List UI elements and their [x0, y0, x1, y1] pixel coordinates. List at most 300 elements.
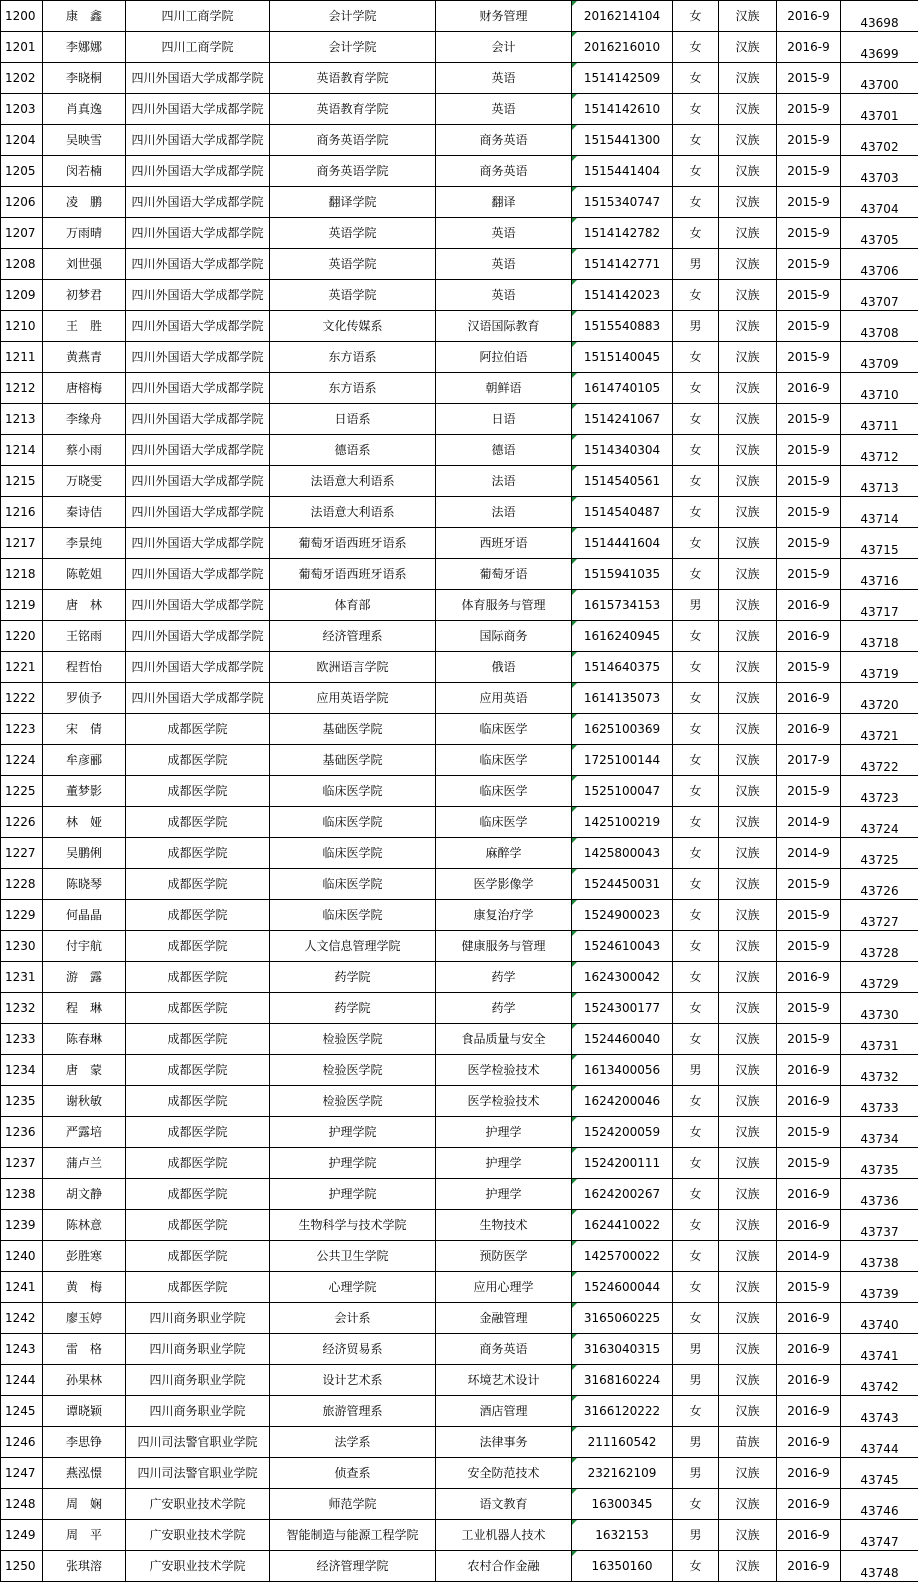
major-name: 护理学 [436, 1148, 572, 1179]
major-name: 康复治疗学 [436, 900, 572, 931]
row-index: 1200 [1, 1, 43, 32]
college-name: 人文信息管理学院 [270, 931, 436, 962]
ethnicity: 苗族 [719, 1427, 777, 1458]
ethnicity: 汉族 [719, 1148, 777, 1179]
major-name: 德语 [436, 435, 572, 466]
table-row [1, 1458, 918, 1489]
enroll-date: 2015-9 [777, 1117, 841, 1148]
table-row [1, 1024, 918, 1055]
student-name: 林 娅 [43, 807, 126, 838]
record-number: 43742 [841, 1365, 918, 1396]
record-number: 43711 [841, 404, 918, 435]
ethnicity: 汉族 [719, 32, 777, 63]
student-name: 牟彦郦 [43, 745, 126, 776]
record-number: 43738 [841, 1241, 918, 1272]
school-name: 成都医学院 [126, 714, 270, 745]
enroll-date: 2016-9 [777, 1055, 841, 1086]
school-name: 成都医学院 [126, 993, 270, 1024]
ethnicity: 汉族 [719, 1272, 777, 1303]
record-number: 43734 [841, 1117, 918, 1148]
gender: 女 [673, 466, 719, 497]
student-id: 1524200059 [572, 1117, 673, 1148]
student-name: 程哲怡 [43, 652, 126, 683]
table-row [1, 373, 918, 404]
student-id: 1514142771 [572, 249, 673, 280]
student-name: 周 娴 [43, 1489, 126, 1520]
college-name: 东方语系 [270, 373, 436, 404]
college-name: 侦查系 [270, 1458, 436, 1489]
student-name: 雷 格 [43, 1334, 126, 1365]
table-row [1, 528, 918, 559]
record-number: 43731 [841, 1024, 918, 1055]
record-number: 43718 [841, 621, 918, 652]
row-index: 1236 [1, 1117, 43, 1148]
gender: 男 [673, 1055, 719, 1086]
gender: 女 [673, 1303, 719, 1334]
row-index: 1224 [1, 745, 43, 776]
college-name: 基础医学院 [270, 714, 436, 745]
student-name: 凌 鹏 [43, 187, 126, 218]
student-name: 胡文静 [43, 1179, 126, 1210]
school-name: 成都医学院 [126, 1117, 270, 1148]
enroll-date: 2016-9 [777, 1303, 841, 1334]
enroll-date: 2014-9 [777, 1241, 841, 1272]
college-name: 师范学院 [270, 1489, 436, 1520]
ethnicity: 汉族 [719, 652, 777, 683]
record-number: 43740 [841, 1303, 918, 1334]
row-index: 1203 [1, 94, 43, 125]
school-name: 四川外国语大学成都学院 [126, 187, 270, 218]
ethnicity: 汉族 [719, 497, 777, 528]
major-name: 药学 [436, 962, 572, 993]
college-name: 商务英语学院 [270, 156, 436, 187]
enroll-date: 2015-9 [777, 931, 841, 962]
row-index: 1221 [1, 652, 43, 683]
row-index: 1210 [1, 311, 43, 342]
school-name: 四川外国语大学成都学院 [126, 590, 270, 621]
school-name: 四川外国语大学成都学院 [126, 373, 270, 404]
student-name: 康 鑫 [43, 1, 126, 32]
gender: 女 [673, 1, 719, 32]
enroll-date: 2015-9 [777, 404, 841, 435]
college-name: 葡萄牙语西班牙语系 [270, 528, 436, 559]
school-name: 成都医学院 [126, 1272, 270, 1303]
enroll-date: 2016-9 [777, 1396, 841, 1427]
college-name: 护理学院 [270, 1117, 436, 1148]
ethnicity: 汉族 [719, 1055, 777, 1086]
gender: 女 [673, 1489, 719, 1520]
major-name: 生物技术 [436, 1210, 572, 1241]
major-name: 安全防范技术 [436, 1458, 572, 1489]
student-name: 李娜娜 [43, 32, 126, 63]
row-index: 1240 [1, 1241, 43, 1272]
school-name: 四川外国语大学成都学院 [126, 94, 270, 125]
major-name: 财务管理 [436, 1, 572, 32]
school-name: 成都医学院 [126, 1055, 270, 1086]
ethnicity: 汉族 [719, 63, 777, 94]
enroll-date: 2014-9 [777, 838, 841, 869]
gender: 女 [673, 807, 719, 838]
student-name: 陈乾姐 [43, 559, 126, 590]
college-name: 英语教育学院 [270, 94, 436, 125]
table-row [1, 466, 918, 497]
college-name: 应用英语学院 [270, 683, 436, 714]
school-name: 成都医学院 [126, 1148, 270, 1179]
record-number: 43732 [841, 1055, 918, 1086]
table-row [1, 1179, 918, 1210]
ethnicity: 汉族 [719, 280, 777, 311]
enroll-date: 2015-9 [777, 94, 841, 125]
table-row [1, 621, 918, 652]
gender: 女 [673, 1024, 719, 1055]
enroll-date: 2016-9 [777, 1520, 841, 1551]
gender: 女 [673, 962, 719, 993]
record-number: 43746 [841, 1489, 918, 1520]
gender: 女 [673, 1272, 719, 1303]
row-index: 1227 [1, 838, 43, 869]
student-name: 陈春琳 [43, 1024, 126, 1055]
gender: 女 [673, 156, 719, 187]
student-name: 严露培 [43, 1117, 126, 1148]
major-name: 葡萄牙语 [436, 559, 572, 590]
gender: 女 [673, 125, 719, 156]
major-name: 商务英语 [436, 156, 572, 187]
school-name: 四川外国语大学成都学院 [126, 125, 270, 156]
college-name: 基础医学院 [270, 745, 436, 776]
gender: 女 [673, 838, 719, 869]
record-number: 43745 [841, 1458, 918, 1489]
student-name: 李思铮 [43, 1427, 126, 1458]
ethnicity: 汉族 [719, 1458, 777, 1489]
enroll-date: 2016-9 [777, 1551, 841, 1582]
college-name: 护理学院 [270, 1148, 436, 1179]
table-row [1, 1148, 918, 1179]
student-name: 闵若楠 [43, 156, 126, 187]
school-name: 四川外国语大学成都学院 [126, 466, 270, 497]
major-name: 医学影像学 [436, 869, 572, 900]
table-row [1, 714, 918, 745]
student-id: 3166120222 [572, 1396, 673, 1427]
enroll-date: 2015-9 [777, 1024, 841, 1055]
table-row [1, 1303, 918, 1334]
college-name: 会计学院 [270, 32, 436, 63]
college-name: 生物科学与技术学院 [270, 1210, 436, 1241]
student-name: 陈林意 [43, 1210, 126, 1241]
record-number: 43700 [841, 63, 918, 94]
enroll-date: 2016-9 [777, 1334, 841, 1365]
student-id: 2016214104 [572, 1, 673, 32]
student-name: 蒲卢兰 [43, 1148, 126, 1179]
record-number: 43708 [841, 311, 918, 342]
row-index: 1209 [1, 280, 43, 311]
record-number: 43743 [841, 1396, 918, 1427]
student-name: 付宇航 [43, 931, 126, 962]
ethnicity: 汉族 [719, 1520, 777, 1551]
student-name: 李景纯 [43, 528, 126, 559]
record-number: 43736 [841, 1179, 918, 1210]
major-name: 日语 [436, 404, 572, 435]
school-name: 四川外国语大学成都学院 [126, 249, 270, 280]
major-name: 酒店管理 [436, 1396, 572, 1427]
student-id: 1514142610 [572, 94, 673, 125]
major-name: 预防医学 [436, 1241, 572, 1272]
enroll-date: 2015-9 [777, 435, 841, 466]
row-index: 1207 [1, 218, 43, 249]
student-id: 1524450031 [572, 869, 673, 900]
major-name: 英语 [436, 218, 572, 249]
ethnicity: 汉族 [719, 776, 777, 807]
school-name: 四川工商学院 [126, 1, 270, 32]
row-index: 1245 [1, 1396, 43, 1427]
student-id: 1514142023 [572, 280, 673, 311]
ethnicity: 汉族 [719, 1117, 777, 1148]
record-number: 43702 [841, 125, 918, 156]
ethnicity: 汉族 [719, 1, 777, 32]
student-name: 吴映雪 [43, 125, 126, 156]
table-row [1, 1334, 918, 1365]
major-name: 环境艺术设计 [436, 1365, 572, 1396]
major-name: 麻醉学 [436, 838, 572, 869]
gender: 女 [673, 404, 719, 435]
college-name: 英语教育学院 [270, 63, 436, 94]
student-name: 初梦君 [43, 280, 126, 311]
major-name: 临床医学 [436, 714, 572, 745]
table-row [1, 838, 918, 869]
row-index: 1205 [1, 156, 43, 187]
record-number: 43716 [841, 559, 918, 590]
ethnicity: 汉族 [719, 218, 777, 249]
school-name: 四川外国语大学成都学院 [126, 652, 270, 683]
college-name: 商务英语学院 [270, 125, 436, 156]
ethnicity: 汉族 [719, 869, 777, 900]
college-name: 体育部 [270, 590, 436, 621]
row-index: 1228 [1, 869, 43, 900]
table-row [1, 900, 918, 931]
major-name: 会计 [436, 32, 572, 63]
school-name: 四川商务职业学院 [126, 1303, 270, 1334]
school-name: 四川外国语大学成都学院 [126, 528, 270, 559]
row-index: 1250 [1, 1551, 43, 1582]
row-index: 1223 [1, 714, 43, 745]
ethnicity: 汉族 [719, 156, 777, 187]
gender: 女 [673, 342, 719, 373]
student-id: 1515540883 [572, 311, 673, 342]
gender: 女 [673, 280, 719, 311]
table-row [1, 1396, 918, 1427]
student-name: 彭胜寒 [43, 1241, 126, 1272]
record-number: 43707 [841, 280, 918, 311]
college-name: 旅游管理系 [270, 1396, 436, 1427]
student-id: 1624200267 [572, 1179, 673, 1210]
school-name: 四川外国语大学成都学院 [126, 218, 270, 249]
record-number: 43709 [841, 342, 918, 373]
ethnicity: 汉族 [719, 900, 777, 931]
student-name: 刘世强 [43, 249, 126, 280]
ethnicity: 汉族 [719, 342, 777, 373]
student-id: 1624410022 [572, 1210, 673, 1241]
major-name: 英语 [436, 63, 572, 94]
row-index: 1241 [1, 1272, 43, 1303]
ethnicity: 汉族 [719, 1365, 777, 1396]
table-row [1, 404, 918, 435]
student-name: 谭晓颖 [43, 1396, 126, 1427]
table-row [1, 590, 918, 621]
row-index: 1246 [1, 1427, 43, 1458]
enroll-date: 2016-9 [777, 1458, 841, 1489]
enroll-date: 2016-9 [777, 962, 841, 993]
ethnicity: 汉族 [719, 311, 777, 342]
gender: 男 [673, 1458, 719, 1489]
ethnicity: 汉族 [719, 1241, 777, 1272]
gender: 女 [673, 931, 719, 962]
table-row [1, 218, 918, 249]
school-name: 成都医学院 [126, 838, 270, 869]
school-name: 成都医学院 [126, 962, 270, 993]
record-number: 43701 [841, 94, 918, 125]
student-name: 罗侦予 [43, 683, 126, 714]
record-number: 43720 [841, 683, 918, 714]
student-id: 3168160224 [572, 1365, 673, 1396]
ethnicity: 汉族 [719, 466, 777, 497]
major-name: 应用英语 [436, 683, 572, 714]
gender: 女 [673, 218, 719, 249]
school-name: 四川外国语大学成都学院 [126, 280, 270, 311]
school-name: 四川外国语大学成都学院 [126, 342, 270, 373]
record-number: 43713 [841, 466, 918, 497]
school-name: 四川商务职业学院 [126, 1334, 270, 1365]
ethnicity: 汉族 [719, 125, 777, 156]
college-name: 临床医学院 [270, 869, 436, 900]
student-name: 孙果林 [43, 1365, 126, 1396]
student-name: 谢秋敏 [43, 1086, 126, 1117]
gender: 女 [673, 497, 719, 528]
enroll-date: 2015-9 [777, 900, 841, 931]
table-row [1, 1427, 918, 1458]
school-name: 四川商务职业学院 [126, 1365, 270, 1396]
college-name: 法语意大利语系 [270, 497, 436, 528]
school-name: 成都医学院 [126, 1241, 270, 1272]
row-index: 1225 [1, 776, 43, 807]
student-name: 王铭雨 [43, 621, 126, 652]
row-index: 1235 [1, 1086, 43, 1117]
school-name: 广安职业技术学院 [126, 1520, 270, 1551]
record-number: 43705 [841, 218, 918, 249]
ethnicity: 汉族 [719, 590, 777, 621]
college-name: 欧洲语言学院 [270, 652, 436, 683]
student-name: 唐 蒙 [43, 1055, 126, 1086]
major-name: 临床医学 [436, 745, 572, 776]
student-id: 1614740105 [572, 373, 673, 404]
student-id: 1514441604 [572, 528, 673, 559]
table-row [1, 435, 918, 466]
major-name: 医学检验技术 [436, 1055, 572, 1086]
school-name: 四川外国语大学成都学院 [126, 404, 270, 435]
gender: 女 [673, 683, 719, 714]
record-number: 43748 [841, 1551, 918, 1582]
record-number: 43721 [841, 714, 918, 745]
gender: 女 [673, 373, 719, 404]
college-name: 药学院 [270, 993, 436, 1024]
table-row [1, 993, 918, 1024]
enroll-date: 2016-9 [777, 590, 841, 621]
row-index: 1237 [1, 1148, 43, 1179]
college-name: 临床医学院 [270, 807, 436, 838]
major-name: 英语 [436, 249, 572, 280]
table-row [1, 652, 918, 683]
student-id: 1525100047 [572, 776, 673, 807]
student-id: 1515441300 [572, 125, 673, 156]
row-index: 1218 [1, 559, 43, 590]
gender: 女 [673, 94, 719, 125]
gender: 女 [673, 1396, 719, 1427]
college-name: 设计艺术系 [270, 1365, 436, 1396]
major-name: 临床医学 [436, 807, 572, 838]
enroll-date: 2015-9 [777, 652, 841, 683]
college-name: 英语学院 [270, 249, 436, 280]
student-name: 周 平 [43, 1520, 126, 1551]
table-row [1, 1, 918, 32]
enroll-date: 2016-9 [777, 1365, 841, 1396]
ethnicity: 汉族 [719, 931, 777, 962]
college-name: 临床医学院 [270, 900, 436, 931]
enroll-date: 2016-9 [777, 1179, 841, 1210]
student-name: 吴鹏俐 [43, 838, 126, 869]
row-index: 1204 [1, 125, 43, 156]
record-number: 43727 [841, 900, 918, 931]
college-name: 经济贸易系 [270, 1334, 436, 1365]
student-id: 1515441404 [572, 156, 673, 187]
row-index: 1222 [1, 683, 43, 714]
school-name: 四川司法警官职业学院 [126, 1427, 270, 1458]
major-name: 商务英语 [436, 125, 572, 156]
college-name: 智能制造与能源工程学院 [270, 1520, 436, 1551]
school-name: 成都医学院 [126, 1086, 270, 1117]
enroll-date: 2015-9 [777, 125, 841, 156]
major-name: 法语 [436, 466, 572, 497]
student-id: 1514241067 [572, 404, 673, 435]
record-number: 43729 [841, 962, 918, 993]
table-row [1, 342, 918, 373]
gender: 男 [673, 311, 719, 342]
ethnicity: 汉族 [719, 404, 777, 435]
major-name: 农村合作金融 [436, 1551, 572, 1582]
row-index: 1201 [1, 32, 43, 63]
student-id: 232162109 [572, 1458, 673, 1489]
table-row [1, 1489, 918, 1520]
student-name: 张琪溶 [43, 1551, 126, 1582]
major-name: 药学 [436, 993, 572, 1024]
college-name: 葡萄牙语西班牙语系 [270, 559, 436, 590]
school-name: 四川外国语大学成都学院 [126, 497, 270, 528]
major-name: 翻译 [436, 187, 572, 218]
gender: 女 [673, 187, 719, 218]
major-name: 国际商务 [436, 621, 572, 652]
record-number: 43710 [841, 373, 918, 404]
student-id: 1515140045 [572, 342, 673, 373]
student-id: 16300345 [572, 1489, 673, 1520]
table-row [1, 1210, 918, 1241]
record-number: 43744 [841, 1427, 918, 1458]
record-number: 43735 [841, 1148, 918, 1179]
record-number: 43737 [841, 1210, 918, 1241]
student-id: 1616240945 [572, 621, 673, 652]
enroll-date: 2016-9 [777, 1210, 841, 1241]
row-index: 1233 [1, 1024, 43, 1055]
row-index: 1215 [1, 466, 43, 497]
gender: 女 [673, 528, 719, 559]
student-name: 陈晓琴 [43, 869, 126, 900]
student-id: 1625100369 [572, 714, 673, 745]
